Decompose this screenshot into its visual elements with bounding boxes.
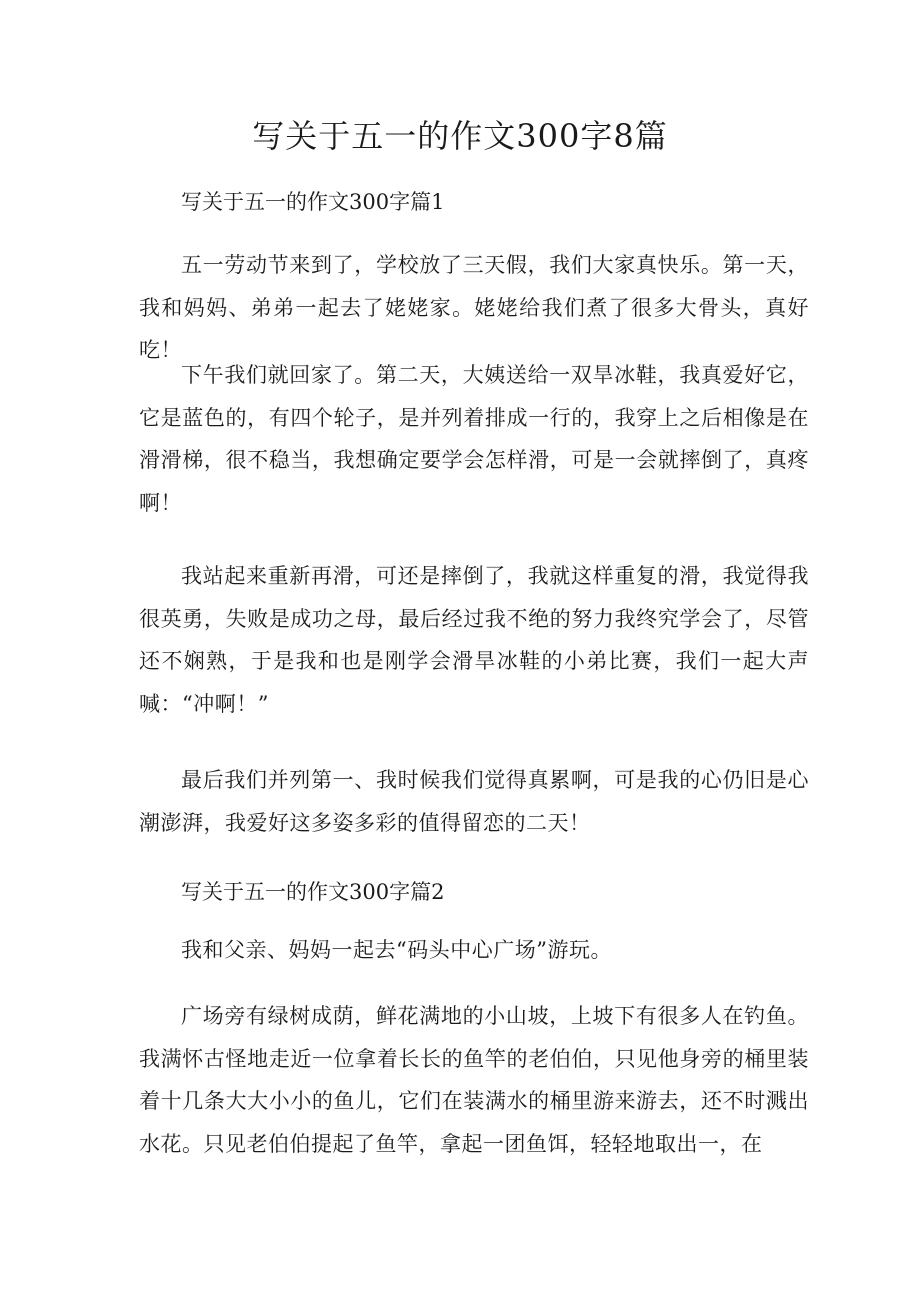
paragraph: 我和父亲、妈妈一起去“码头中心广场”游玩。	[181, 938, 612, 962]
paragraph: 广场旁有绿树成荫，鲜花满地的小山坡，上坡下有很多人在钓鱼。我满怀古怪地走近一位拿着长长的鱼竿的老伯伯，只见他身旁的桶里装着十几条大大小小的鱼儿，它们在装满水的桶里游来游去，还不时溅出水花。只见老伯伯提起了鱼竿，拿起一团鱼饵，轻轻地取出一，在	[139, 1004, 809, 1156]
section-heading-1: 写关于五一的作文300字篇1	[181, 190, 445, 214]
paragraph: 下午我们就回家了。第二天，大姨送给一双旱冰鞋，我真爱好它，它是蓝色的，有四个轮子，是并列着排成一行的，我穿上之后相像是在滑滑梯，很不稳当，我想确定要学会怎样滑，可是一会就摔倒了，真疼啊！	[139, 363, 809, 515]
document-title: 写关于五一的作文300字8篇	[252, 117, 668, 155]
section-heading-2: 写关于五一的作文300字篇2	[181, 880, 445, 904]
paragraph: 五一劳动节来到了，学校放了三天假，我们大家真快乐。第一天，我和妈妈、弟弟一起去了姥姥家。姥姥给我们煮了很多大骨头，真好吃！	[139, 253, 809, 362]
paragraph: 最后我们并列第一、我时候我们觉得真累啊，可是我的心仍旧是心潮澎湃，我爱好这多姿多彩的值得留恋的二天！	[139, 768, 809, 835]
paragraph: 我站起来重新再滑，可还是摔倒了，我就这样重复的滑，我觉得我很英勇，失败是成功之母，最后经过我不绝的努力我终究学会了，尽管还不娴熟，于是我和也是刚学会滑旱冰鞋的小弟比赛，我们一起大声喊：“冲啊！”	[139, 564, 809, 716]
